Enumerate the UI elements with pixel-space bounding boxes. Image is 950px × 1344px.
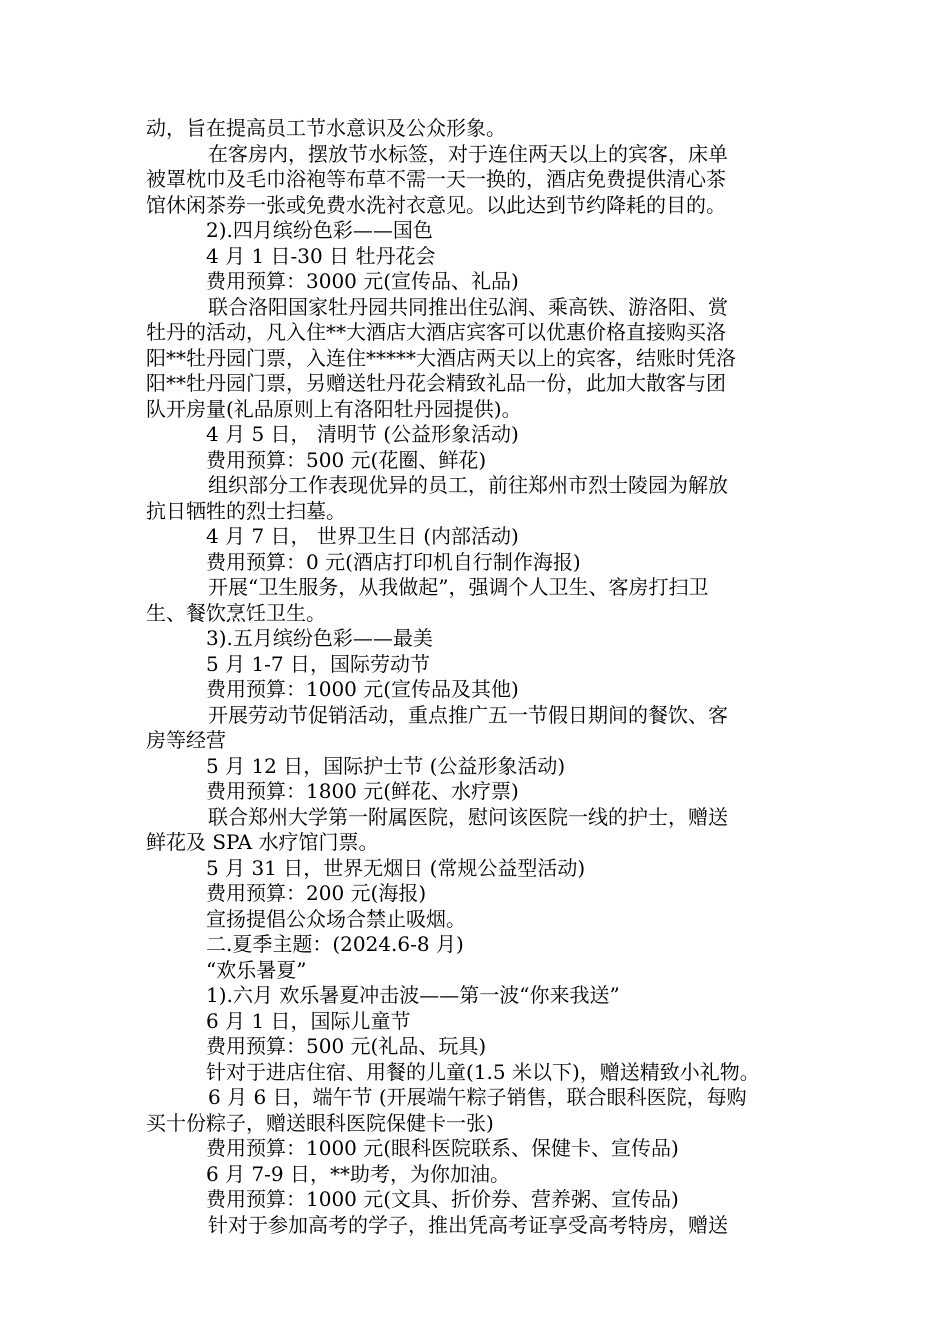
- text-line: 鲜花及 SPA 水疗馆门票。: [146, 830, 379, 854]
- text-line: 2).四月缤纷色彩——国色: [206, 218, 433, 242]
- text-line: 6 月 6 日，端午节 (开展端午粽子销售，联合眼科医院，每购: [208, 1085, 747, 1109]
- text-line: 买十份粽子，赠送眼科医院保健卡一张): [146, 1110, 494, 1135]
- text-line: 费用预算：0 元(酒店打印机自行制作海报): [206, 549, 581, 574]
- text-line: 4 月 5 日， 清明节 (公益形象活动): [206, 422, 519, 446]
- text-line: 牡丹的活动，凡入住**大酒店大酒店宾客可以优惠价格直接购买洛: [146, 320, 726, 344]
- text-line: 宣扬提倡公众场合禁止吸烟。: [206, 906, 466, 931]
- text-line: 队开房量(礼品原则上有洛阳牡丹园提供)。: [146, 396, 522, 421]
- text-line: 联合洛阳国家牡丹园共同推出住弘润、乘高铁、游洛阳、赏: [208, 294, 728, 319]
- text-line: 联合郑州大学第一附属医院，慰问该医院一线的护士，赠送: [208, 804, 728, 829]
- text-line: 费用预算：500 元(花圈、鲜花): [206, 447, 487, 472]
- text-line: 费用预算：500 元(礼品、玩具): [206, 1034, 487, 1058]
- text-line: 6 月 7-9 日，**助考，为你加油。: [206, 1161, 511, 1186]
- text-line: 针对于进店住宿、用餐的儿童(1.5 米以下)，赠送精致小礼物。: [206, 1059, 760, 1084]
- text-line: 阳**牡丹园门票，另赠送牡丹花会精致礼品一份，此加大散客与团: [146, 371, 726, 395]
- text-line: 二.夏季主题：(2024.6-8 月): [206, 932, 464, 956]
- document-body: [146, 116, 806, 1238]
- text-line: 生、餐饮烹饪卫生。: [146, 600, 326, 625]
- text-line: 费用预算：200 元(海报): [206, 881, 427, 905]
- text-line: “欢乐暑夏”: [206, 957, 307, 982]
- text-line: 在客房内，摆放节水标签，对于连住两天以上的宾客，床单: [208, 141, 728, 166]
- text-line: 抗日牺牲的烈士扫墓。: [146, 498, 346, 523]
- text-line: 4 月 1 日-30 日 牡丹花会: [206, 243, 436, 268]
- text-line: 阳**牡丹园门票，入连住*****大酒店两天以上的宾客，结账时凭洛: [146, 345, 736, 370]
- text-line: 针对于参加高考的学子，推出凭高考证享受高考特房，赠送: [208, 1212, 728, 1237]
- text-line: 馆休闲茶券一张或免费水洗衬衣意见。以此达到节约降耗的目的。: [146, 192, 726, 217]
- text-line: 费用预算：1000 元(宣传品及其他): [206, 677, 519, 701]
- text-line: 1).六月 欢乐暑夏冲击波——第一波“你来我送”: [206, 983, 620, 1007]
- text-line: 房等经营: [146, 728, 226, 752]
- text-line: 费用预算：3000 元(宣传品、礼品): [206, 269, 519, 293]
- text-line: 5 月 31 日，世界无烟日 (常规公益型活动): [206, 855, 586, 880]
- text-line: 3).五月缤纷色彩——最美: [206, 626, 433, 650]
- text-line: 开展“卫生服务，从我做起”，强调个人卫生、客房打扫卫: [208, 575, 709, 599]
- text-line: 5 月 1-7 日，国际劳动节: [206, 651, 431, 676]
- text-line: 开展劳动节促销活动，重点推广五一节假日期间的餐饮、客: [208, 702, 728, 727]
- text-line: 5 月 12 日，国际护士节 (公益形象活动): [206, 753, 566, 778]
- text-line: 费用预算：1000 元(文具、折价券、营养粥、宣传品): [206, 1187, 679, 1211]
- text-line: 被罩枕巾及毛巾浴袍等布草不需一天一换的，酒店免费提供清心茶: [146, 167, 726, 191]
- text-line: 动，旨在提高员工节水意识及公众形象。: [146, 116, 506, 140]
- text-line: 4 月 7 日， 世界卫生日 (内部活动): [206, 524, 519, 548]
- text-line: 组织部分工作表现优异的员工，前往郑州市烈士陵园为解放: [208, 473, 728, 497]
- text-line: 费用预算：1800 元(鲜花、水疗票): [206, 779, 519, 803]
- text-line: 费用预算：1000 元(眼科医院联系、保健卡、宣传品): [206, 1136, 679, 1160]
- text-line: 6 月 1 日，国际儿童节: [206, 1008, 411, 1033]
